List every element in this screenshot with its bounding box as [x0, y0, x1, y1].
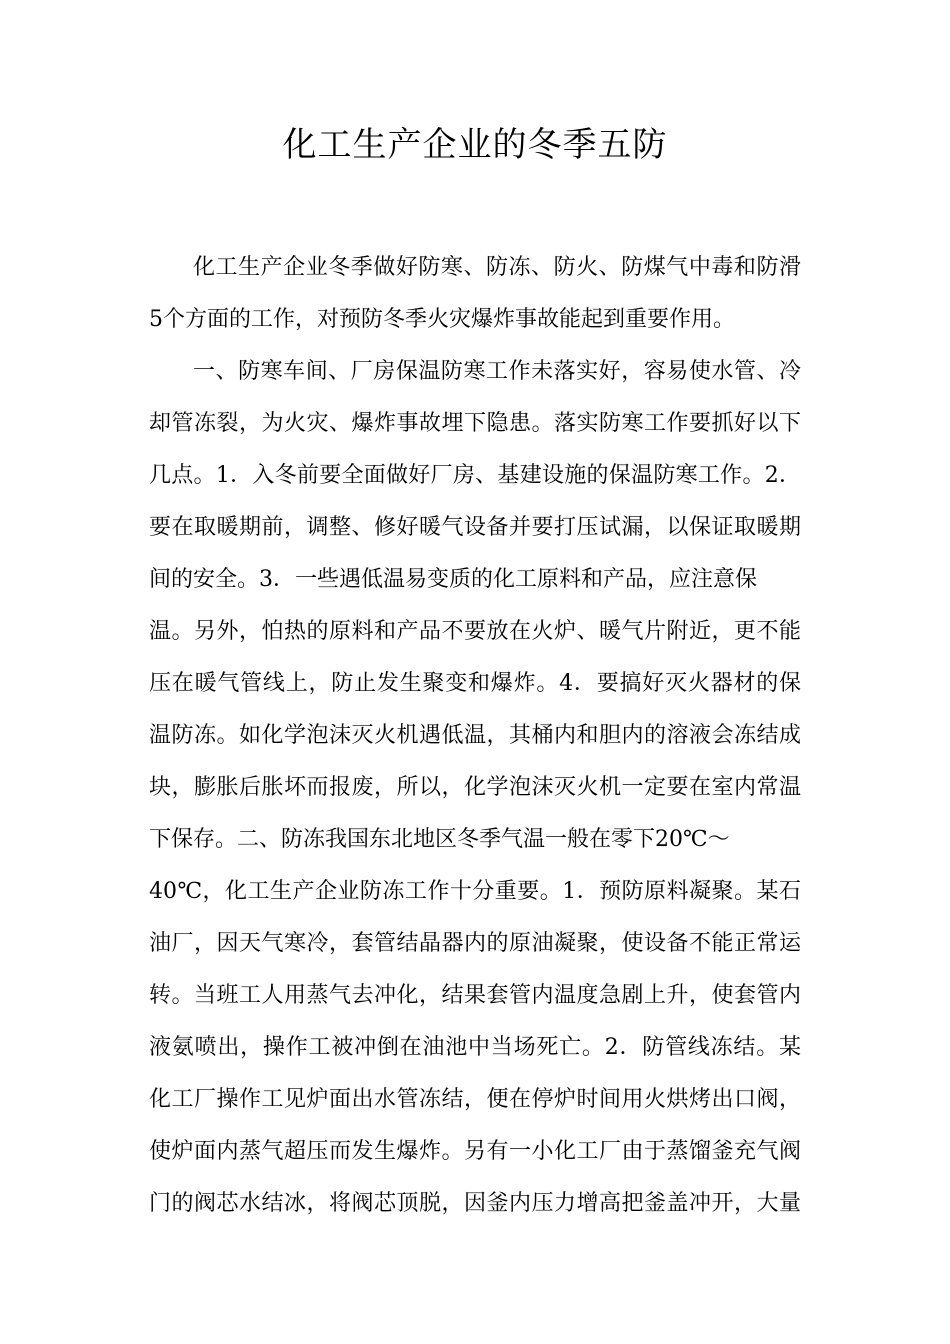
text-line: 温。另外，怕热的原料和产品不要放在火炉、暖气片附近，更不能: [149, 619, 801, 644]
text-line: 转。当班工人用蒸气去冲化，结果套管内温度急剧上升，使套管内: [149, 983, 801, 1008]
text-line: 下保存。二、防冻我国东北地区冬季气温一般在零下20℃～: [149, 827, 730, 852]
paragraph-body: [149, 346, 801, 1230]
text-line: 要在取暖期前，调整、修好暖气设备并要打压试漏，以保证取暖期: [149, 515, 801, 540]
text-line: 40℃，化工生产企业防冻工作十分重要。1．预防原料凝聚。某石: [149, 879, 801, 904]
paragraph-intro: [149, 242, 801, 346]
text-line: 化工生产企业冬季做好防寒、防冻、防火、防煤气中毒和防滑: [193, 255, 801, 280]
text-line: 间的安全。3．一些遇低温易变质的化工原料和产品，应注意保: [149, 567, 757, 592]
text-line: 却管冻裂，为火灾、爆炸事故埋下隐患。落实防寒工作要抓好以下: [149, 411, 801, 436]
text-line: 液氨喷出，操作工被冲倒在油池中当场死亡。2．防管线冻结。某: [149, 1035, 801, 1060]
text-line: 块，膨胀后胀坏而报废，所以，化学泡沫灭火机一定要在室内常温: [149, 775, 801, 800]
text-line: 一、防寒车间、厂房保温防寒工作未落实好，容易使水管、冷: [193, 359, 801, 384]
text-line: 温防冻。如化学泡沫灭火机遇低温，其桶内和胆内的溶液会冻结成: [149, 723, 801, 748]
text-line: 使炉面内蒸气超压而发生爆炸。另有一小化工厂由于蒸馏釜充气阀: [149, 1139, 801, 1164]
text-line: 几点。1．入冬前要全面做好厂房、基建设施的保温防寒工作。2．: [149, 463, 801, 488]
text-line: 压在暖气管线上，防止发生聚变和爆炸。4．要搞好灭火器材的保: [149, 671, 801, 696]
text-line: 门的阀芯水结冰，将阀芯顶脱，因釜内压力增高把釜盖冲开，大量: [149, 1191, 801, 1216]
text-line: 化工厂操作工见炉面出水管冻结，便在停炉时间用火烘烤出口阀，: [149, 1087, 801, 1112]
text-line: 油厂，因天气寒冷，套管结晶器内的原油凝聚，使设备不能正常运: [149, 931, 801, 956]
text-line: 5个方面的工作，对预防冬季火灾爆炸事故能起到重要作用。: [149, 307, 735, 332]
document-title: 化工生产企业的冬季五防: [282, 125, 668, 165]
